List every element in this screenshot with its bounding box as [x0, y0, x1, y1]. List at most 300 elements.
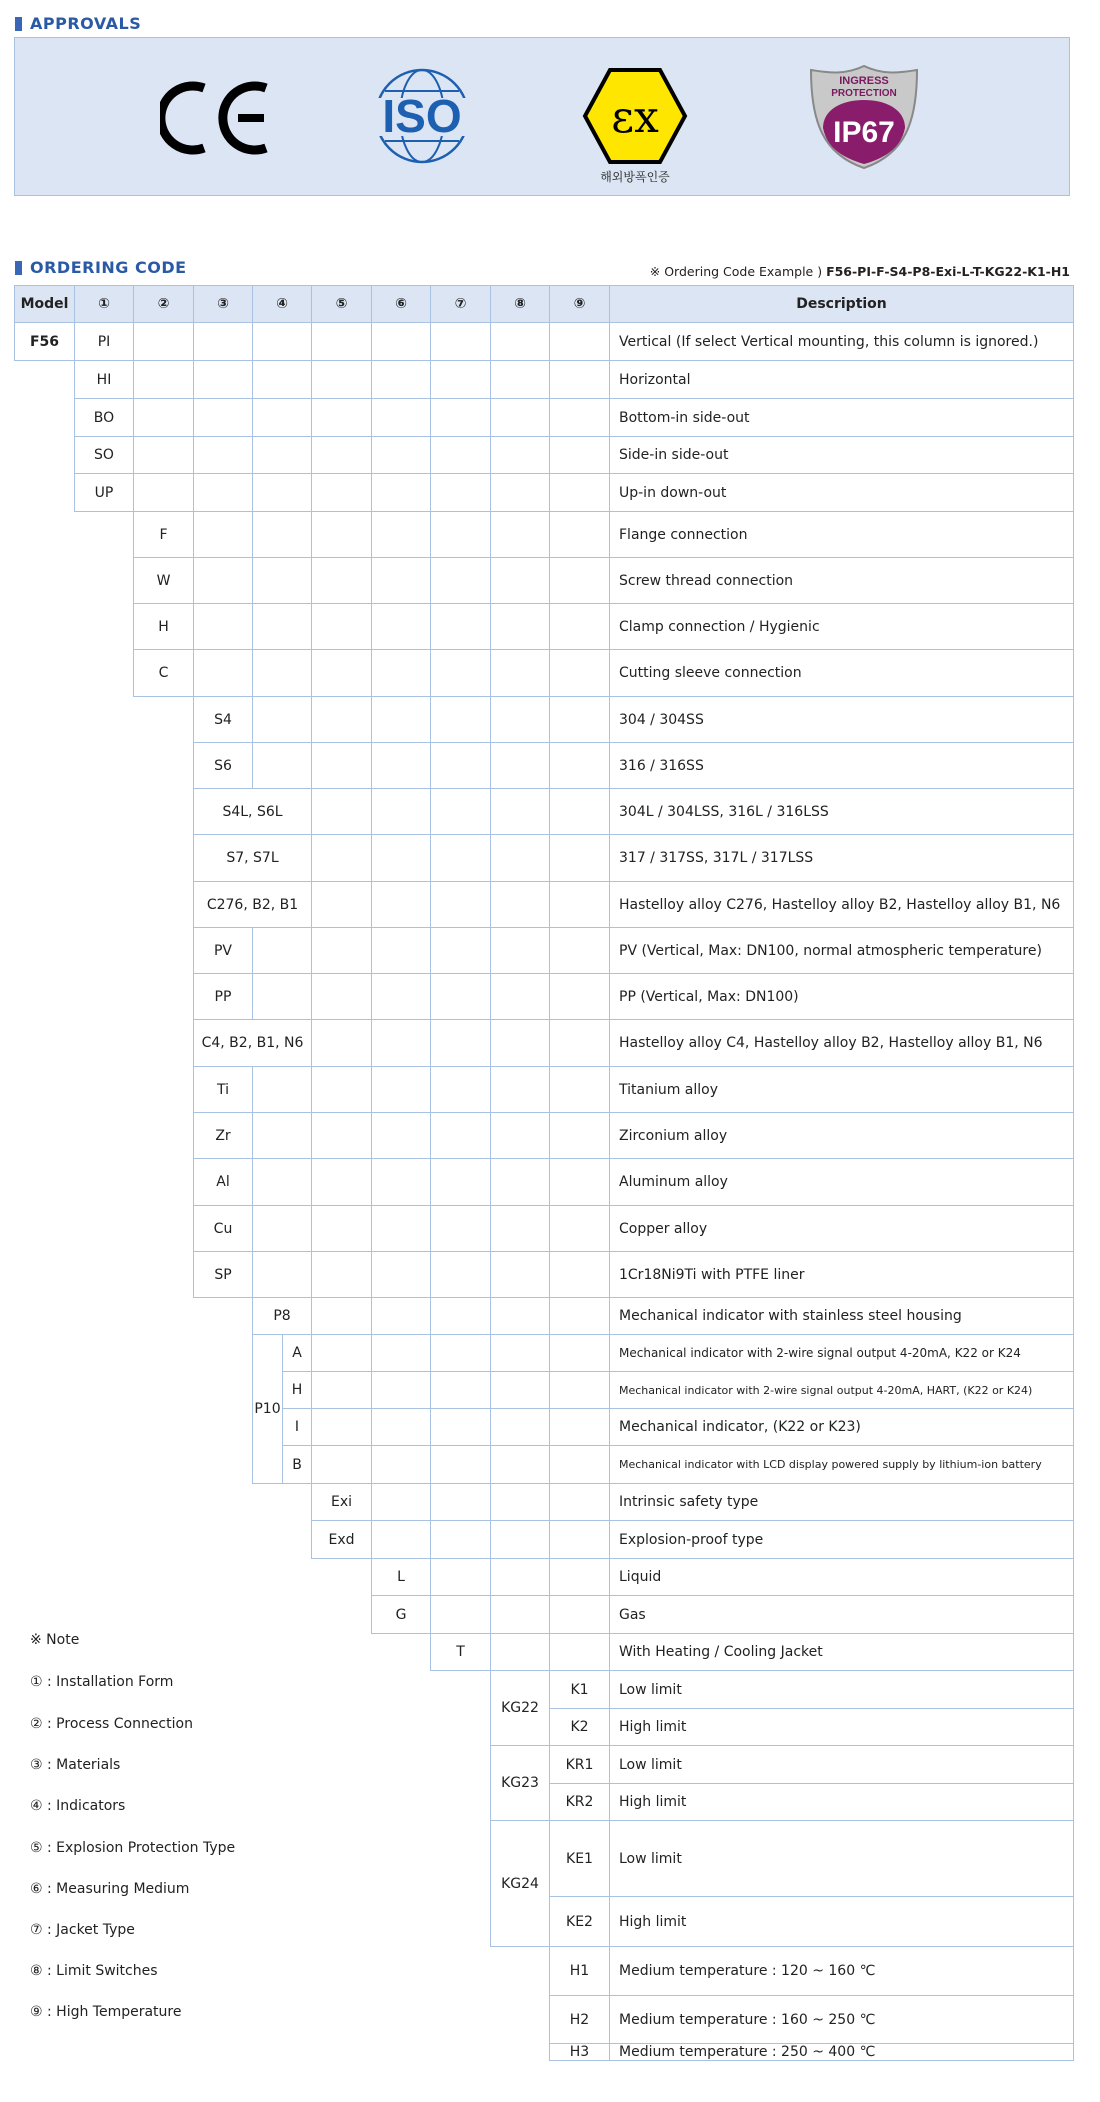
description-cell: Mechanical indicator with LCD display powered supply by lithium-ion battery	[609, 1445, 1074, 1484]
blank-cell	[371, 1112, 431, 1159]
description-cell: 316 / 316SS	[609, 742, 1074, 789]
blank-cell	[193, 557, 253, 604]
blank-cell	[371, 436, 431, 474]
note-item: ⑨ : High Temperature	[30, 2004, 182, 2020]
blank-cell	[371, 1520, 431, 1559]
description-cell: 317 / 317SS, 317L / 317LSS	[609, 834, 1074, 882]
blank-cell	[311, 696, 372, 743]
ce-logo	[160, 78, 270, 158]
blank-cell	[311, 649, 372, 697]
blank-cell	[371, 788, 431, 835]
blank-cell	[193, 473, 253, 512]
code-cell: KE1	[549, 1820, 610, 1897]
blank-cell	[430, 1019, 491, 1067]
blank-cell	[549, 1558, 610, 1596]
blank-cell	[371, 834, 431, 882]
code-cell: KG24	[490, 1820, 550, 1947]
blank-cell	[549, 1251, 610, 1298]
blank-cell	[430, 436, 491, 474]
blank-cell	[371, 360, 431, 399]
blank-cell	[311, 881, 372, 928]
note-title: ※ Note	[30, 1632, 80, 1648]
blank-cell	[252, 742, 312, 789]
code-cell: W	[133, 557, 194, 604]
blank-cell	[371, 1205, 431, 1252]
blank-cell	[371, 1019, 431, 1067]
blank-cell	[490, 1408, 550, 1446]
blank-cell	[371, 1445, 431, 1484]
blank-cell	[430, 511, 491, 558]
blank-cell	[311, 1334, 372, 1372]
svg-text:INGRESS: INGRESS	[839, 75, 889, 87]
code-cell: PP	[193, 973, 253, 1020]
code-cell: K1	[549, 1670, 610, 1709]
note-item: ④ : Indicators	[30, 1798, 126, 1814]
code-cell: P10	[252, 1334, 283, 1484]
blank-cell	[490, 1112, 550, 1159]
blank-cell	[549, 649, 610, 697]
blank-cell	[252, 322, 312, 361]
code-cell: SP	[193, 1251, 253, 1298]
blank-cell	[133, 436, 194, 474]
blank-cell	[252, 603, 312, 650]
blank-cell	[252, 511, 312, 558]
blank-cell	[311, 1445, 372, 1484]
blank-cell	[549, 788, 610, 835]
description-cell: Hastelloy alloy C276, Hastelloy alloy B2, Hastelloy alloy B1, N6	[609, 881, 1074, 928]
model-cell: F56	[14, 322, 75, 361]
blank-cell	[193, 398, 253, 437]
blank-cell	[371, 557, 431, 604]
header-cell: ①	[74, 285, 134, 323]
blank-cell	[311, 1019, 372, 1067]
blank-cell	[311, 1112, 372, 1159]
blank-cell	[549, 927, 610, 974]
blank-cell	[430, 1520, 491, 1559]
blank-cell	[252, 557, 312, 604]
blank-cell	[490, 1595, 550, 1634]
blank-cell	[549, 1019, 610, 1067]
blank-cell	[430, 1066, 491, 1113]
header-cell: ⑧	[490, 285, 550, 323]
blank-cell	[430, 398, 491, 437]
description-cell: 1Cr18Ni9Ti with PTFE liner	[609, 1251, 1074, 1298]
blank-cell	[430, 1558, 491, 1596]
blank-cell	[371, 973, 431, 1020]
blank-cell	[549, 1371, 610, 1409]
blank-cell	[311, 1205, 372, 1252]
blank-cell	[490, 696, 550, 743]
note-item: ⑧ : Limit Switches	[30, 1963, 158, 1979]
code-cell: I	[282, 1408, 312, 1446]
blank-cell	[311, 742, 372, 789]
blank-cell	[490, 1483, 550, 1521]
blank-cell	[311, 603, 372, 650]
blank-cell	[490, 1158, 550, 1206]
blank-cell	[430, 1371, 491, 1409]
blank-cell	[252, 927, 312, 974]
blank-cell	[252, 1066, 312, 1113]
note-item: ⑤ : Explosion Protection Type	[30, 1840, 236, 1856]
blank-cell	[549, 881, 610, 928]
blank-cell	[430, 1334, 491, 1372]
blank-cell	[549, 322, 610, 361]
code-cell: H2	[549, 1995, 610, 2044]
header-cell: ⑤	[311, 285, 372, 323]
blank-cell	[252, 473, 312, 512]
blank-cell	[430, 322, 491, 361]
blank-cell	[133, 398, 194, 437]
ordering-title: ORDERING CODE	[15, 258, 187, 277]
code-cell: S6	[193, 742, 253, 789]
blank-cell	[490, 473, 550, 512]
blank-cell	[490, 1297, 550, 1335]
blank-cell	[430, 788, 491, 835]
svg-text:εx: εx	[611, 92, 659, 143]
blank-cell	[252, 696, 312, 743]
description-cell: High limit	[609, 1708, 1074, 1746]
blank-cell	[490, 1371, 550, 1409]
blank-cell	[549, 436, 610, 474]
blank-cell	[490, 834, 550, 882]
header-cell: Model	[14, 285, 75, 323]
blank-cell	[430, 742, 491, 789]
blank-cell	[371, 1066, 431, 1113]
blank-cell	[371, 649, 431, 697]
blank-cell	[371, 881, 431, 928]
blank-cell	[490, 1558, 550, 1596]
code-cell: H1	[549, 1946, 610, 1996]
blank-cell	[311, 973, 372, 1020]
blank-cell	[430, 1112, 491, 1159]
description-cell: 304L / 304LSS, 316L / 316LSS	[609, 788, 1074, 835]
code-cell: UP	[74, 473, 134, 512]
header-cell: ③	[193, 285, 253, 323]
section-marker-icon	[15, 261, 22, 275]
description-cell: High limit	[609, 1783, 1074, 1821]
blank-cell	[549, 557, 610, 604]
blank-cell	[490, 436, 550, 474]
blank-cell	[490, 603, 550, 650]
blank-cell	[371, 322, 431, 361]
code-cell: SO	[74, 436, 134, 474]
svg-text:IP67: IP67	[833, 116, 895, 149]
description-cell: Low limit	[609, 1745, 1074, 1784]
ex-caption: 해외방폭인증	[600, 170, 670, 184]
blank-cell	[549, 1112, 610, 1159]
code-cell: L	[371, 1558, 431, 1596]
blank-cell	[549, 1633, 610, 1671]
code-cell: Exd	[311, 1520, 372, 1559]
approvals-panel	[14, 37, 1070, 196]
header-cell: ⑦	[430, 285, 491, 323]
code-cell: C	[133, 649, 194, 697]
ordering-example: ※ Ordering Code Example ) F56-PI-F-S4-P8-Exi-L-T-KG22-K1-H1	[649, 264, 1070, 279]
code-cell: A	[282, 1334, 312, 1372]
blank-cell	[549, 696, 610, 743]
description-cell: Medium temperature : 250 ~ 400 ℃	[609, 2043, 1074, 2061]
blank-cell	[490, 742, 550, 789]
blank-cell	[490, 1334, 550, 1372]
blank-cell	[549, 973, 610, 1020]
blank-cell	[371, 1297, 431, 1335]
blank-cell	[490, 1445, 550, 1484]
note-item: ② : Process Connection	[30, 1716, 193, 1732]
blank-cell	[371, 696, 431, 743]
blank-cell	[490, 927, 550, 974]
code-cell: G	[371, 1595, 431, 1634]
blank-cell	[549, 511, 610, 558]
blank-cell	[252, 1205, 312, 1252]
description-cell: Cutting sleeve connection	[609, 649, 1074, 697]
blank-cell	[311, 834, 372, 882]
code-cell: H	[282, 1371, 312, 1409]
description-cell: Bottom-in side-out	[609, 398, 1074, 437]
blank-cell	[490, 1205, 550, 1252]
code-cell: Al	[193, 1158, 253, 1206]
blank-cell	[430, 1158, 491, 1206]
code-cell: BO	[74, 398, 134, 437]
code-cell: S7, S7L	[193, 834, 312, 882]
svg-text:PROTECTION: PROTECTION	[831, 88, 897, 99]
description-cell: PP (Vertical, Max: DN100)	[609, 973, 1074, 1020]
code-cell: KR2	[549, 1783, 610, 1821]
description-cell: Zirconium alloy	[609, 1112, 1074, 1159]
blank-cell	[490, 1251, 550, 1298]
blank-cell	[193, 360, 253, 399]
header-cell: Description	[609, 285, 1074, 323]
code-cell: Zr	[193, 1112, 253, 1159]
blank-cell	[193, 603, 253, 650]
description-cell: Up-in down-out	[609, 473, 1074, 512]
blank-cell	[311, 1371, 372, 1409]
description-cell: Mechanical indicator with 2-wire signal output 4-20mA, K22 or K24	[609, 1334, 1074, 1372]
blank-cell	[252, 398, 312, 437]
note-item: ③ : Materials	[30, 1757, 121, 1773]
blank-cell	[193, 436, 253, 474]
blank-cell	[430, 1297, 491, 1335]
blank-cell	[193, 511, 253, 558]
blank-cell	[549, 1158, 610, 1206]
blank-cell	[430, 973, 491, 1020]
iso-logo	[365, 66, 480, 166]
blank-cell	[311, 511, 372, 558]
blank-cell	[549, 1595, 610, 1634]
blank-cell	[430, 603, 491, 650]
description-cell: Medium temperature : 120 ~ 160 ℃	[609, 1946, 1074, 1996]
description-cell: Aluminum alloy	[609, 1158, 1074, 1206]
code-cell: H	[133, 603, 194, 650]
description-cell: Medium temperature : 160 ~ 250 ℃	[609, 1995, 1074, 2044]
blank-cell	[549, 360, 610, 399]
blank-cell	[490, 973, 550, 1020]
description-cell: Liquid	[609, 1558, 1074, 1596]
blank-cell	[430, 1445, 491, 1484]
blank-cell	[311, 1158, 372, 1206]
blank-cell	[430, 557, 491, 604]
description-cell: 304 / 304SS	[609, 696, 1074, 743]
blank-cell	[252, 436, 312, 474]
blank-cell	[311, 1297, 372, 1335]
description-cell: Intrinsic safety type	[609, 1483, 1074, 1521]
blank-cell	[311, 322, 372, 361]
blank-cell	[371, 603, 431, 650]
header-cell: ④	[252, 285, 312, 323]
header-cell: ⑥	[371, 285, 431, 323]
blank-cell	[430, 696, 491, 743]
blank-cell	[490, 1019, 550, 1067]
description-cell: With Heating / Cooling Jacket	[609, 1633, 1074, 1671]
blank-cell	[252, 1251, 312, 1298]
blank-cell	[371, 927, 431, 974]
code-cell: S4	[193, 696, 253, 743]
blank-cell	[311, 788, 372, 835]
ex-logo	[580, 66, 690, 184]
blank-cell	[311, 557, 372, 604]
code-cell: C276, B2, B1	[193, 881, 312, 928]
blank-cell	[490, 788, 550, 835]
code-cell: S4L, S6L	[193, 788, 312, 835]
description-cell: Screw thread connection	[609, 557, 1074, 604]
blank-cell	[430, 1205, 491, 1252]
blank-cell	[133, 360, 194, 399]
blank-cell	[133, 322, 194, 361]
blank-cell	[371, 742, 431, 789]
code-cell: KG22	[490, 1670, 550, 1746]
description-cell: Mechanical indicator, (K22 or K23)	[609, 1408, 1074, 1446]
code-cell: PV	[193, 927, 253, 974]
blank-cell	[252, 649, 312, 697]
description-cell: Clamp connection / Hygienic	[609, 603, 1074, 650]
blank-cell	[193, 322, 253, 361]
code-cell: T	[430, 1633, 491, 1671]
code-cell: HI	[74, 360, 134, 399]
note-item: ⑦ : Jacket Type	[30, 1922, 135, 1938]
code-cell: C4, B2, B1, N6	[193, 1019, 312, 1067]
ip67-logo	[805, 62, 923, 172]
description-cell: Side-in side-out	[609, 436, 1074, 474]
description-cell: Horizontal	[609, 360, 1074, 399]
description-cell: Copper alloy	[609, 1205, 1074, 1252]
code-cell: KE2	[549, 1896, 610, 1947]
blank-cell	[549, 1520, 610, 1559]
blank-cell	[549, 1445, 610, 1484]
blank-cell	[430, 473, 491, 512]
blank-cell	[490, 511, 550, 558]
blank-cell	[549, 834, 610, 882]
blank-cell	[549, 742, 610, 789]
blank-cell	[490, 881, 550, 928]
blank-cell	[549, 1297, 610, 1335]
code-cell: Ti	[193, 1066, 253, 1113]
blank-cell	[371, 398, 431, 437]
svg-text:ISO: ISO	[382, 90, 462, 142]
description-cell: Flange connection	[609, 511, 1074, 558]
description-cell: Hastelloy alloy C4, Hastelloy alloy B2, Hastelloy alloy B1, N6	[609, 1019, 1074, 1067]
blank-cell	[490, 557, 550, 604]
blank-cell	[549, 473, 610, 512]
code-cell: F	[133, 511, 194, 558]
note-item: ① : Installation Form	[30, 1674, 174, 1690]
blank-cell	[549, 1205, 610, 1252]
blank-cell	[371, 1158, 431, 1206]
approvals-title: APPROVALS	[15, 14, 141, 33]
blank-cell	[311, 398, 372, 437]
blank-cell	[371, 1334, 431, 1372]
blank-cell	[133, 473, 194, 512]
blank-cell	[490, 1633, 550, 1671]
description-cell: Vertical (If select Vertical mounting, this column is ignored.)	[609, 322, 1074, 361]
blank-cell	[311, 436, 372, 474]
blank-cell	[430, 881, 491, 928]
code-cell: PI	[74, 322, 134, 361]
blank-cell	[371, 1251, 431, 1298]
blank-cell	[549, 1483, 610, 1521]
blank-cell	[490, 322, 550, 361]
blank-cell	[371, 511, 431, 558]
description-cell: High limit	[609, 1896, 1074, 1947]
blank-cell	[311, 473, 372, 512]
description-cell: Titanium alloy	[609, 1066, 1074, 1113]
blank-cell	[430, 360, 491, 399]
code-cell: Cu	[193, 1205, 253, 1252]
blank-cell	[490, 360, 550, 399]
blank-cell	[490, 649, 550, 697]
blank-cell	[252, 1112, 312, 1159]
description-cell: Mechanical indicator with 2-wire signal output 4-20mA, HART, (K22 or K24)	[609, 1371, 1074, 1409]
code-cell: Exi	[311, 1483, 372, 1521]
blank-cell	[430, 1408, 491, 1446]
header-cell: ⑨	[549, 285, 610, 323]
header-cell: ②	[133, 285, 194, 323]
blank-cell	[430, 649, 491, 697]
blank-cell	[430, 1251, 491, 1298]
blank-cell	[311, 1066, 372, 1113]
code-cell: H3	[549, 2043, 610, 2061]
blank-cell	[549, 1066, 610, 1113]
blank-cell	[311, 1251, 372, 1298]
section-marker-icon	[15, 17, 22, 31]
blank-cell	[430, 927, 491, 974]
blank-cell	[252, 360, 312, 399]
description-cell: PV (Vertical, Max: DN100, normal atmospheric temperature)	[609, 927, 1074, 974]
blank-cell	[311, 927, 372, 974]
blank-cell	[371, 1483, 431, 1521]
blank-cell	[490, 1066, 550, 1113]
blank-cell	[430, 1595, 491, 1634]
blank-cell	[371, 1408, 431, 1446]
code-cell: P8	[252, 1297, 312, 1335]
description-cell: Low limit	[609, 1670, 1074, 1709]
code-cell: K2	[549, 1708, 610, 1746]
blank-cell	[490, 398, 550, 437]
blank-cell	[549, 398, 610, 437]
blank-cell	[371, 473, 431, 512]
blank-cell	[430, 1483, 491, 1521]
note-item: ⑥ : Measuring Medium	[30, 1881, 190, 1897]
code-cell: KR1	[549, 1745, 610, 1784]
blank-cell	[371, 1371, 431, 1409]
description-cell: Mechanical indicator with stainless steel housing	[609, 1297, 1074, 1335]
blank-cell	[311, 1408, 372, 1446]
blank-cell	[430, 834, 491, 882]
blank-cell	[252, 973, 312, 1020]
blank-cell	[549, 1334, 610, 1372]
description-cell: Low limit	[609, 1820, 1074, 1897]
blank-cell	[193, 649, 253, 697]
description-cell: Gas	[609, 1595, 1074, 1634]
blank-cell	[311, 360, 372, 399]
